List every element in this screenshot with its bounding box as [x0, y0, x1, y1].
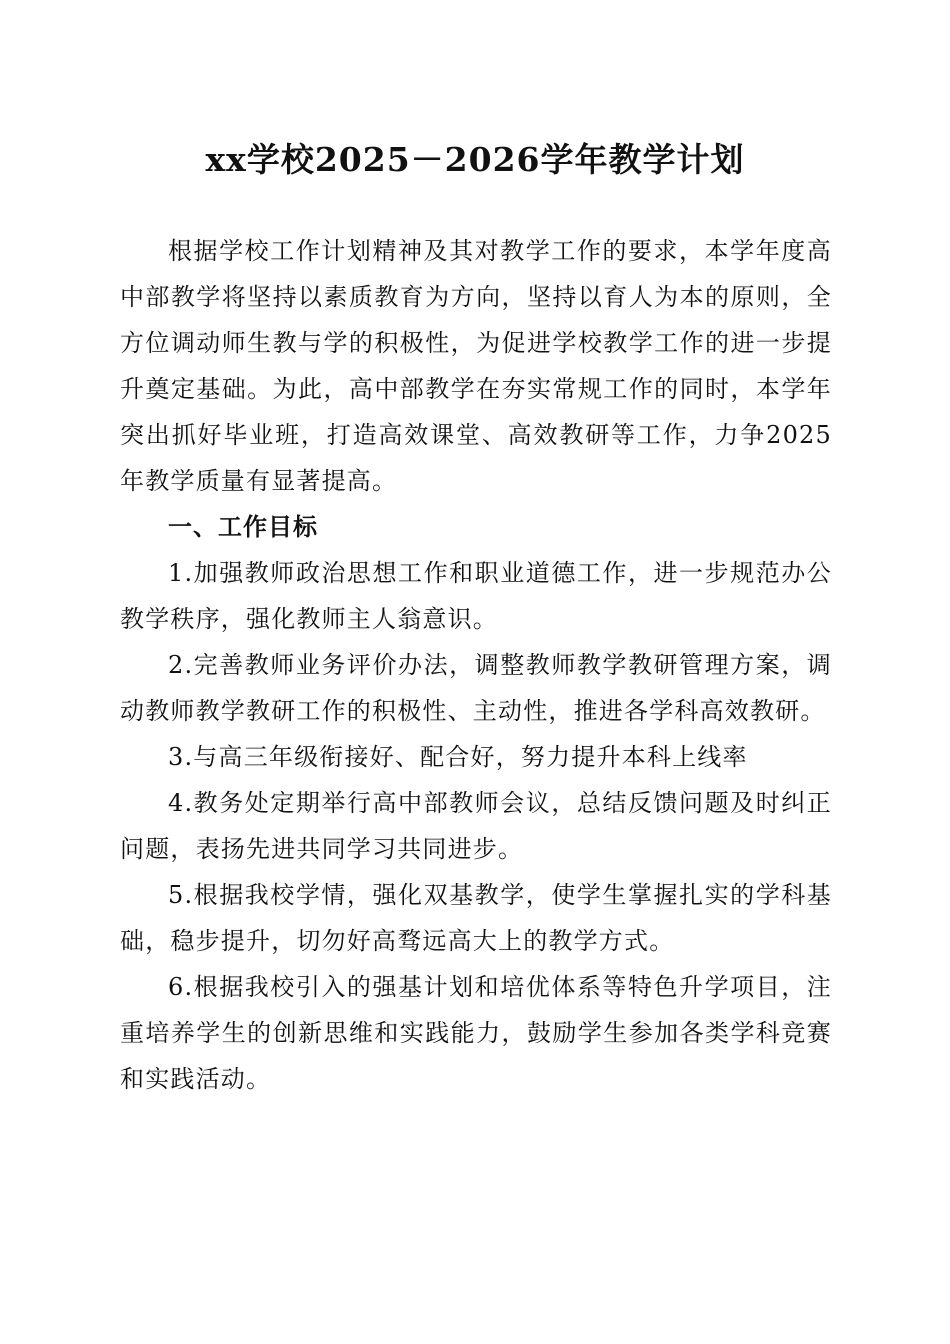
goal-item-6: 6.根据我校引入的强基计划和培优体系等特色升学项目，注重培养学生的创新思维和实践能力，鼓励学生参加各类学科竞赛和实践活动。 — [120, 973, 832, 1093]
goal-item-2: 2.完善教师业务评价办法，调整教师教学教研管理方案，调动教师教学教研工作的积极性、主动性，推进各学科高效教研。 — [120, 651, 832, 725]
section-heading-goals: 一、工作目标 — [168, 513, 318, 541]
goal-item-3: 3.与高三年级衔接好、配合好，努力提升本科上线率 — [168, 743, 748, 771]
document-body — [120, 228, 832, 1102]
document-title: xx学校2025－2026学年教学计划 — [205, 140, 745, 179]
intro-paragraph: 根据学校工作计划精神及其对教学工作的要求，本学年度高中部教学将坚持以素质教育为方向，坚持以育人为本的原则，全方位调动师生教与学的积极性，为促进学校教学工作的进一步提升奠定基础。为此，高中部教学在夯实常规工作的同时，本学年突出抓好毕业班，打造高效课堂、高效教研等工作，力争2025年教学质量有显著提高。 — [120, 237, 832, 495]
goal-item-1: 1.加强教师政治思想工作和职业道德工作，进一步规范办公教学秩序，强化教师主人翁意识。 — [120, 559, 832, 633]
goal-item-5: 5.根据我校学情，强化双基教学，使学生掌握扎实的学科基础，稳步提升，切勿好高骛远高大上的教学方式。 — [120, 881, 832, 955]
goal-item-4: 4.教务处定期举行高中部教师会议，总结反馈问题及时纠正问题，表扬先进共同学习共同进步。 — [120, 789, 832, 863]
